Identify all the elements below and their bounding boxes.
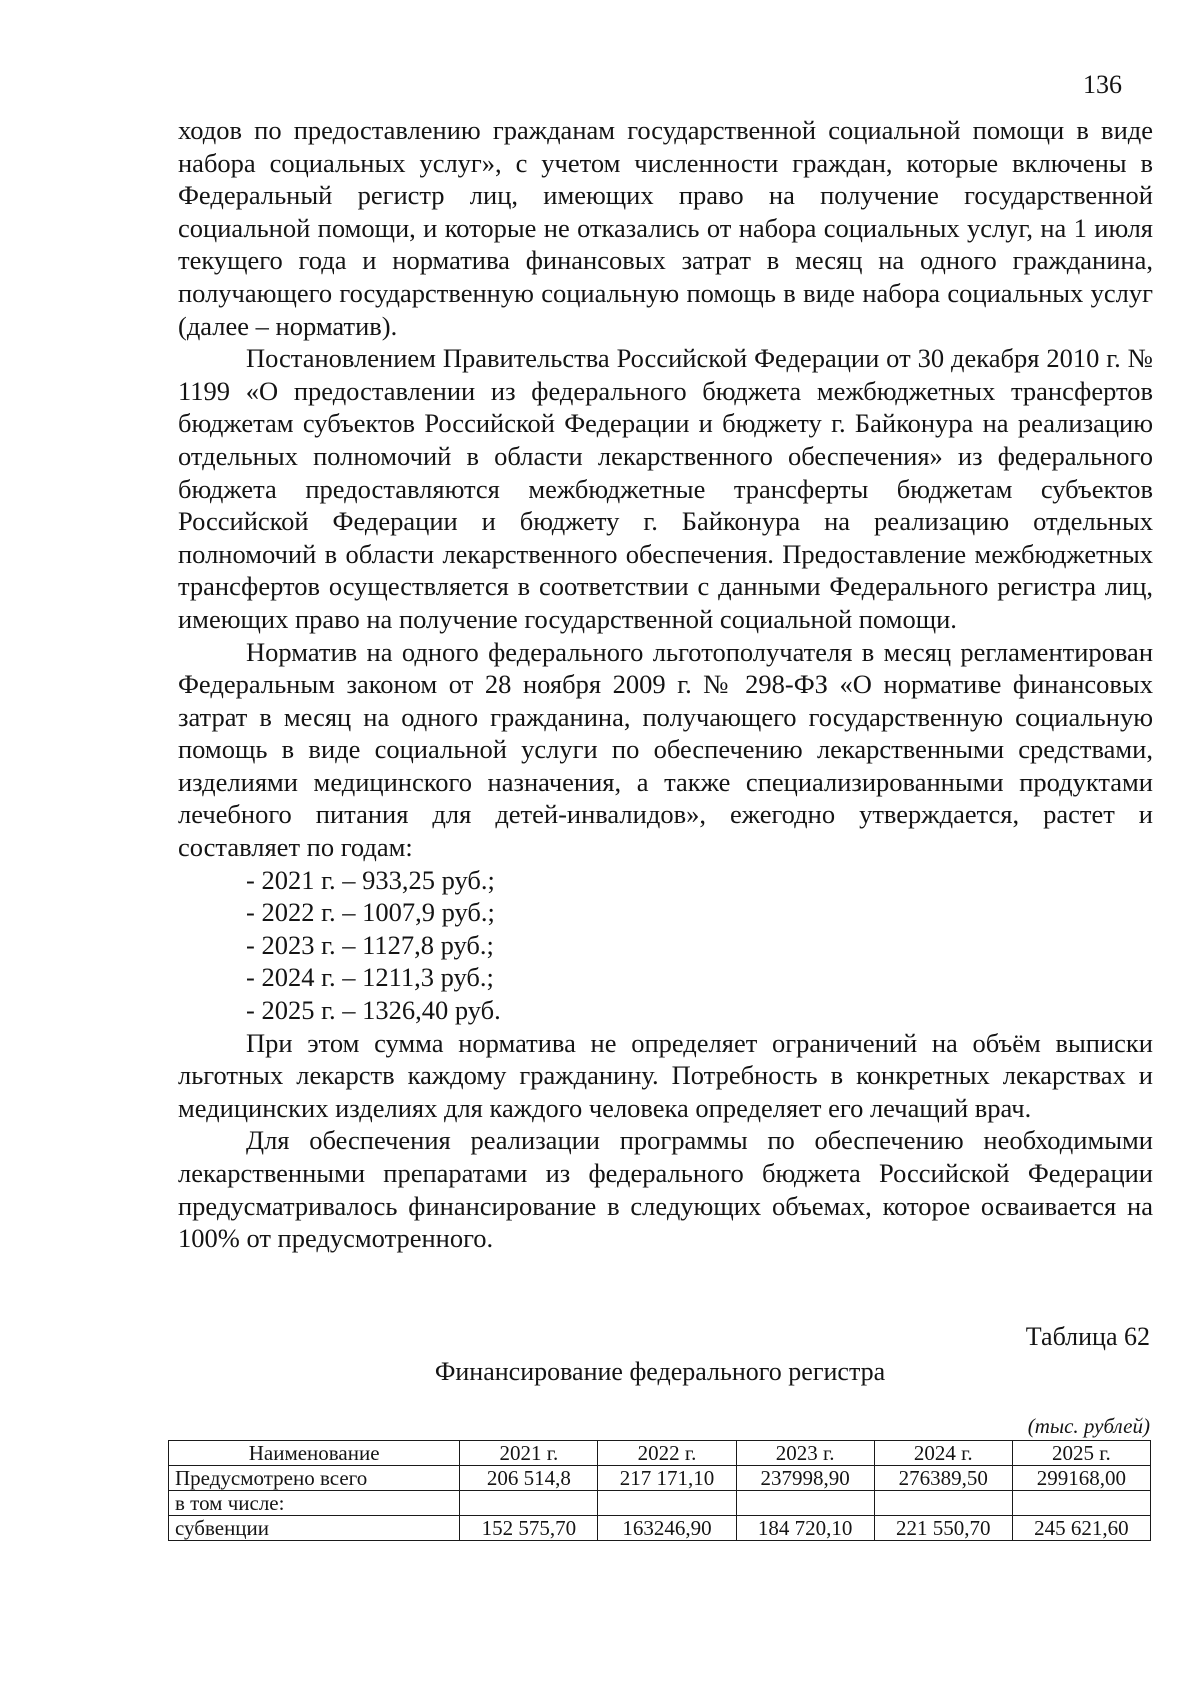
norm-list-item: - 2024 г. – 1211,3 руб.; <box>246 962 494 993</box>
table-cell <box>736 1491 874 1516</box>
paragraph-financing: Для обеспечения реализации программы по обеспечению необходимыми лекарственными препаратами из федерального бюджета Российской Федерации предусматривалось финансирование в следующих объемах, которое осваивается на 100% от предусмотренного. <box>178 1125 1153 1254</box>
table-cell: в том числе: <box>169 1491 460 1516</box>
table-cell: 184 720,10 <box>736 1516 874 1541</box>
header-year: 2024 г. <box>874 1441 1012 1466</box>
table-cell <box>1012 1491 1150 1516</box>
table-cell: 206 514,8 <box>460 1466 598 1491</box>
table-cell: субвенции <box>169 1516 460 1541</box>
norm-list-item: - 2023 г. – 1127,8 руб.; <box>246 929 494 960</box>
paragraph-limits: При этом сумма норматива не определяет ограничений на объём выписки льготных лекарств каждому гражданину. Потребность в конкретных лекарствах и медицинских изделиях для каждого человека определяет его лечащий врач. <box>178 1027 1153 1123</box>
header-year: 2021 г. <box>460 1441 598 1466</box>
table-cell: 163246,90 <box>598 1516 736 1541</box>
table-cell: 221 550,70 <box>874 1516 1012 1541</box>
table-cell: 245 621,60 <box>1012 1516 1150 1541</box>
norm-list-item: - 2025 г. – 1326,40 руб. <box>246 995 501 1026</box>
table-units: (тыс. рублей) <box>1027 1414 1150 1438</box>
header-year: 2025 г. <box>1012 1441 1150 1466</box>
body-text <box>178 114 1153 1255</box>
table-row <box>169 1466 1151 1491</box>
table-cell: 217 171,10 <box>598 1466 736 1491</box>
table-label: Таблица 62 <box>1025 1322 1150 1351</box>
table-cell <box>598 1491 736 1516</box>
table-header-row <box>169 1441 1151 1466</box>
paragraph-continuation: ходов по предоставлению гражданам государственной социальной помощи в виде набора социальных услуг», с учетом численности граждан, которые включены в Федеральный регистр лиц, имеющих право на получение государственной социальной помощи, и которые не отказались от набора социальных услуг, на 1 июля текущего года и норматива финансовых затрат в месяц на одного гражданина, получающего государственную социальную помощь в виде набора социальных услуг (далее – норматив). <box>178 115 1153 341</box>
table-title: Финансирование федерального регистра <box>434 1357 886 1386</box>
header-year: 2023 г. <box>736 1441 874 1466</box>
header-name: Наименование <box>169 1441 460 1466</box>
paragraph-resolution: Постановлением Правительства Российской Федерации от 30 декабря 2010 г. № 1199 «О предоставлении из федерального бюджета межбюджетных трансфертов бюджетам субъектов Российской Федерации и бюджету г. Байконура на реализацию отдельных полномочий в области лекарственного обеспечения» из федерального бюджета предоставляются межбюджетные трансферты бюджетам субъектов Российской Федерации и бюджету г. Байконура на реализацию отдельных полномочий в области лекарственного обеспечения. Предоставление межбюджетных трансфертов осуществляется в соответствии с данными Федерального регистра лиц, имеющих право на получение государственной социальной помощи. <box>178 343 1153 634</box>
header-year: 2022 г. <box>598 1441 736 1466</box>
table-row <box>169 1491 1151 1516</box>
financing-table <box>168 1440 1151 1541</box>
norm-list-item: - 2022 г. – 1007,9 руб.; <box>246 897 495 928</box>
table-cell: 276389,50 <box>874 1466 1012 1491</box>
table-cell <box>460 1491 598 1516</box>
page-number: 136 <box>1083 70 1122 99</box>
table-cell <box>874 1491 1012 1516</box>
table-row <box>169 1516 1151 1541</box>
table-cell: 299168,00 <box>1012 1466 1150 1491</box>
table-cell: Предусмотрено всего <box>169 1466 460 1491</box>
table-cell: 152 575,70 <box>460 1516 598 1541</box>
norm-list <box>178 864 1153 1027</box>
paragraph-norm: Норматив на одного федерального льготополучателя в месяц регламентирован Федеральным законом от 28 ноября 2009 г. № 298-ФЗ «О нормативе финансовых затрат в месяц на одного гражданина, получающего государственную социальную помощь в виде социальной услуги по обеспечению лекарственными средствами, изделиями медицинского назначения, а также специализированными продуктами лечебного питания для детей-инвалидов», ежегодно утверждается, растет и составляет по годам: <box>178 636 1153 863</box>
table-cell: 237998,90 <box>736 1466 874 1491</box>
norm-list-item: - 2021 г. – 933,25 руб.; <box>246 864 495 895</box>
